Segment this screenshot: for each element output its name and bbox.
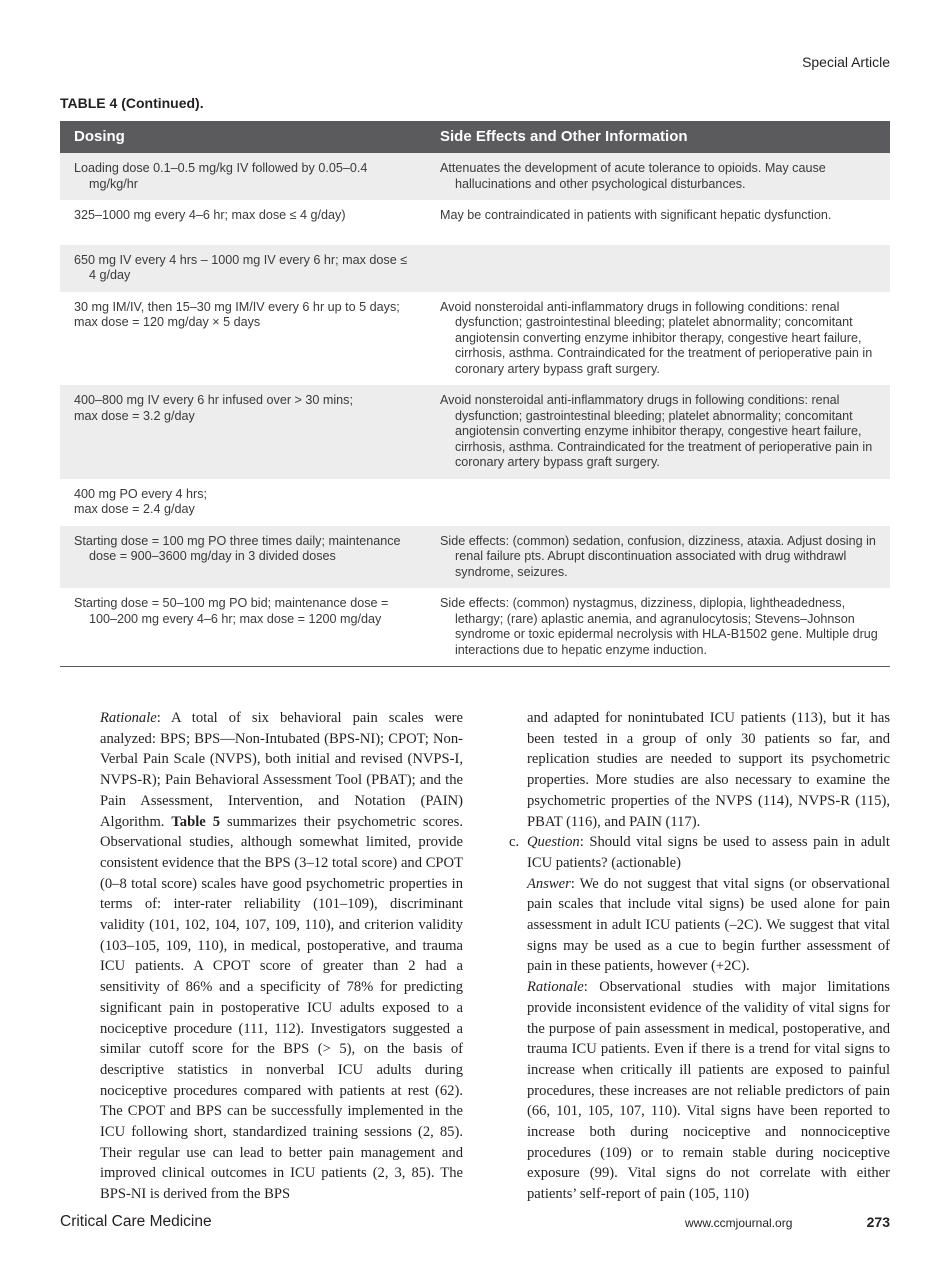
- question-item-c: [509, 832, 890, 1205]
- rationale-paragraph: Rationale: A total of six behavioral pain scales were analyzed: BPS; BPS—Non-Intubated (BPS-NI); CPOT; Non-Verbal Pain Scale (NVPS), both initial and revised (NVPS-I, NVPS-R); Pain Behavioral Assessment Tool (PBAT); and the Pain Assessment, Intervention, and Notation (PAIN) Algorithm. Table 5 summarizes their psychometric scores. Observational studies, although somewhat limited, provide consistent evidence that the BPS (3–12 total score) and CPOT (0–8 total score) scales have good psychometric properties in terms of: inter-rater reliability (101–109), discriminant validity (101, 102, 104, 107, 109, 110), and criterion validity (103–105, 109, 110), in medical, postoperative, and trauma ICU patients. A CPOT score of greater than 2 had a sensitivity of 86% and a specificity of 78% for predicting significant pain in postoperative ICU adults exposed to a nociceptive procedure (111, 112). Investigators suggested a similar cutoff score for the BPS (> 5), on the basis of descriptive statistics in nonverbal ICU adults during nociceptive procedures compared with patients at rest (62). The CPOT and BPS can be successfully implemented in the ICU following short, standardized training sessions (2, 85). Their regular use can lead to better pain management and improved clinical outcomes in ICU patients (2, 3, 85). The BPS-NI is derived from the BPS: [100, 710, 463, 1203]
- table-row: [60, 245, 890, 292]
- table-row: [60, 292, 890, 386]
- column-header-side-effects: Side Effects and Other Information: [430, 121, 890, 153]
- table-row: [60, 526, 890, 589]
- table-caption: TABLE 4 (Continued).: [60, 95, 204, 111]
- dosing-cell: 30 mg IM/IV, then 15–30 mg IM/IV every 6 hr up to 5 days; max dose = 120 mg/day × 5 days: [74, 299, 400, 329]
- dosing-cell: Starting dose = 50–100 mg PO bid; maintenance dose = 100–200 mg every 4–6 hr; max dose = 1200 mg/day: [60, 588, 430, 667]
- dosing-cell: 325–1000 mg every 4–6 hr; max dose ≤ 4 g/day): [74, 208, 346, 222]
- dosing-table: [60, 121, 890, 667]
- dosing-cell: Starting dose = 100 mg PO three times daily; maintenance dose = 900–3600 mg/day in 3 divided doses: [60, 526, 430, 589]
- info-cell: Avoid nonsteroidal anti-inflammatory drugs in following conditions: renal dysfunction; gastrointestinal bleeding; platelet abnormality; concomitant angiotensin converting enzyme inhibitor therapy, congestive heart failure, cirrhosis, asthma. Contraindicated for the treatment of perioperative pain in coronary artery bypass graft surgery.: [440, 299, 873, 376]
- dosing-cell: 400 mg PO every 4 hrs; max dose = 2.4 g/day: [74, 486, 207, 516]
- continued-paragraph: and adapted for nonintubated ICU patients (113), but it has been tested in a group of only 30 patients so far, and replication studies are needed to support its psychometric properties. More studies are also necessary to examine the psychometric properties of the NVPS (114), NVPS-R (115), PBAT (116), and PAIN (117).: [527, 710, 890, 830]
- info-cell: [430, 479, 890, 526]
- body-column-left: [100, 708, 463, 1205]
- info-cell: Avoid nonsteroidal anti-inflammatory drugs in following conditions: renal dysfunction; gastrointestinal bleeding; platelet abnormality; concomitant angiotensin converting enzyme inhibitor therapy, congestive heart failure, cirrhosis, asthma. Contraindicated for the treatment of perioperative pain in coronary artery bypass graft surgery.: [430, 385, 890, 479]
- table-row: [60, 153, 890, 200]
- page-number: 273: [866, 1214, 890, 1230]
- column-header-dosing: Dosing: [60, 121, 430, 153]
- info-cell: Attenuates the development of acute tolerance to opioids. May cause hallucinations and other psychological disturbances.: [430, 153, 890, 200]
- info-cell: Side effects: (common) nystagmus, dizziness, diplopia, lightheadedness, lethargy; (rare) aplastic anemia, and agranulocytosis; Stevens–Johnson syndrome or toxic epidermal necrolysis with HLA-B1502 gene. Multiple drug interactions due to hepatic enzyme induction.: [430, 588, 890, 667]
- table-header-row: [60, 121, 890, 153]
- table-row: [60, 479, 890, 526]
- rationale-label: Rationale: [100, 710, 157, 726]
- rationale-label: Rationale: [527, 979, 584, 996]
- table-row: [60, 385, 890, 479]
- body-column-right: [509, 708, 890, 1205]
- info-cell: May be contraindicated in patients with significant hepatic dysfunction.: [440, 208, 832, 222]
- dosing-cell: Loading dose 0.1–0.5 mg/kg IV followed by 0.05–0.4 mg/kg/hr: [60, 153, 430, 200]
- question-label: Question: [527, 834, 580, 851]
- info-cell: [430, 245, 890, 292]
- answer-paragraph: Answer: We do not suggest that vital signs (or observational pain scales that include vital signs) be used alone for pain assessment in adult ICU patients (–2C). We suggest that vital signs may be used as a cue to begin further assessment of pain in these patients, however (+2C).: [527, 875, 890, 975]
- journal-url: www.ccmjournal.org: [685, 1216, 793, 1230]
- question-paragraph: Question: Should vital signs be used to assess pain in adult ICU patients? (actionable): [527, 834, 890, 871]
- table-row: [60, 200, 890, 245]
- table-5-reference: Table 5: [171, 813, 220, 830]
- dosing-cell: 650 mg IV every 4 hrs – 1000 mg IV every 6 hr; max dose ≤ 4 g/day: [60, 245, 430, 292]
- info-cell: Side effects: (common) sedation, confusion, dizziness, ataxia. Adjust dosing in renal failure pts. Abrupt discontinuation associated with drug withdrawl syndrome, seizures.: [430, 526, 890, 589]
- section-label: Special Article: [802, 54, 890, 70]
- rationale-paragraph: Rationale: Observational studies with major limitations provide inconsistent evidence of the validity of vital signs for the purpose of pain assessment in medical, postoperative, and trauma ICU patients. Even if there is a trend for vital signs to increase when critically ill patients are exposed to painful procedures, these increases are not reliable predictors of pain (66, 101, 105, 107, 110). Vital signs have been reported to increase both during nociceptive and nonnociceptive procedures (109) or to remain stable during nociceptive exposure (99). Vital signs do not correlate with either patients’ self-report of pain (105, 110): [527, 979, 890, 1203]
- item-marker: c.: [509, 834, 520, 851]
- journal-name: Critical Care Medicine: [60, 1213, 212, 1230]
- answer-label: Answer: [527, 875, 571, 892]
- dosing-cell: 400–800 mg IV every 6 hr infused over > 30 mins; max dose = 3.2 g/day: [60, 385, 430, 479]
- table-row: [60, 588, 890, 667]
